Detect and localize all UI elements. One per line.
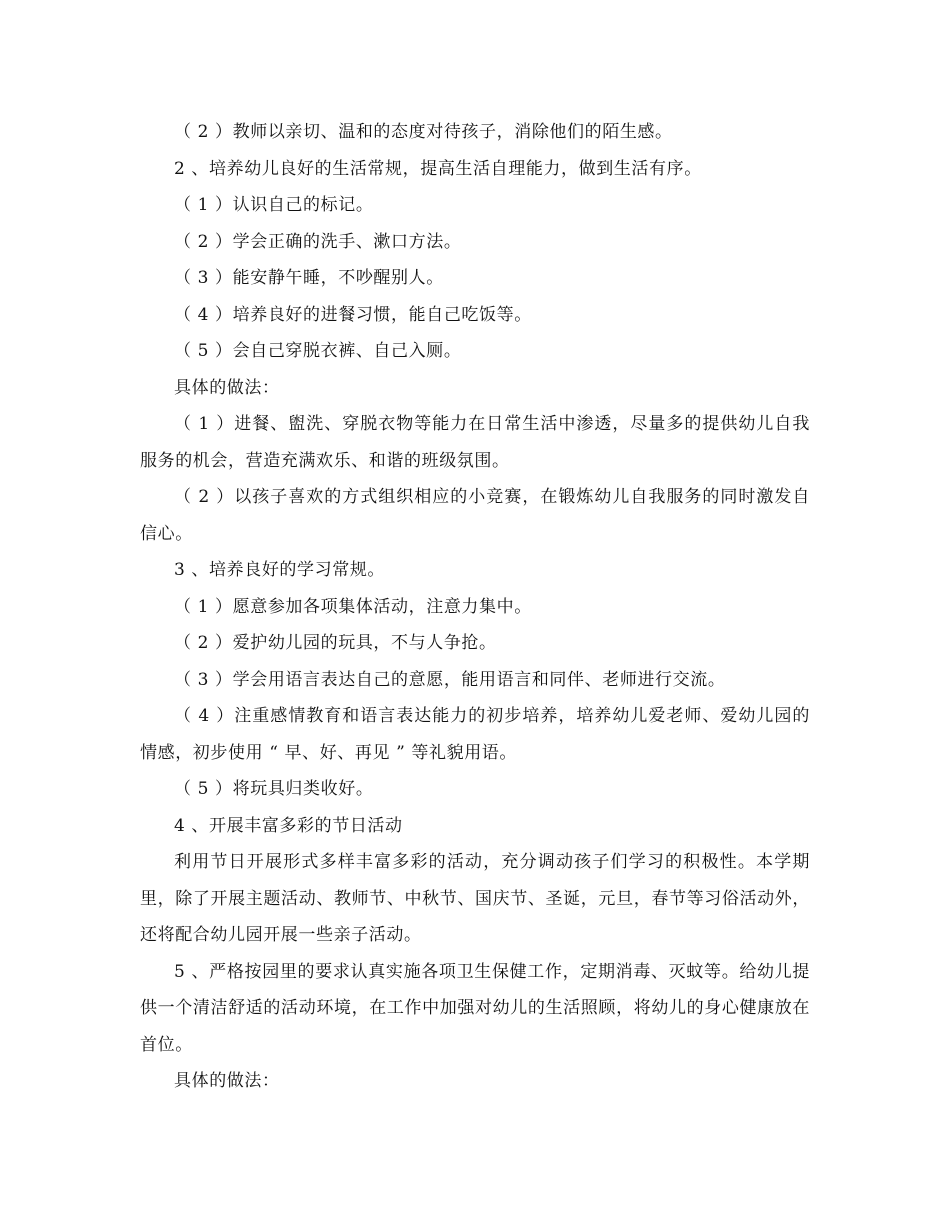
document-body bbox=[140, 114, 810, 1100]
paragraph: （ 1 ）认识自己的标记。 bbox=[174, 195, 374, 215]
paragraph: （ 1 ）愿意参加各项集体活动，注意力集中。 bbox=[174, 596, 532, 617]
paragraph: 具体的做法： bbox=[174, 377, 280, 398]
paragraph: （ 2 ）以孩子喜欢的方式组织相应的小竞赛，在锻炼幼儿自我服务的同时激发自信心。 bbox=[140, 487, 810, 544]
paragraph: （ 4 ）注重感情教育和语言表达能力的初步培养，培养幼儿爱老师、爱幼儿园的情感，初步使用 “ 早、好、再见 ” 等礼貌用语。 bbox=[140, 706, 810, 763]
paragraph: 利用节日开展形式多样丰富多彩的活动，充分调动孩子们学习的积极性。本学期里，除了开展主题活动、教师节、中秋节、国庆节、圣诞，元旦，春节等习俗活动外，还将配合幼儿园开展一些亲子活动。 bbox=[140, 852, 810, 945]
paragraph: （ 3 ）能安静午睡，不吵醒别人。 bbox=[174, 268, 444, 288]
paragraph: 4 、开展丰富多彩的节日活动 bbox=[174, 815, 403, 836]
paragraph: 2 、培养幼儿良好的生活常规，提高生活自理能力，做到生活有序。 bbox=[174, 158, 702, 179]
paragraph: （ 2 ）爱护幼儿园的玩具，不与人争抢。 bbox=[174, 633, 497, 653]
paragraph: 3 、培养良好的学习常规。 bbox=[174, 560, 386, 580]
paragraph: 5 、严格按园里的要求认真实施各项卫生保健工作，定期消毒、灭蚊等。给幼儿提供一个清洁舒适的活动环境，在工作中加强对幼儿的生活照顾，将幼儿的身心健康放在首位。 bbox=[140, 961, 810, 1055]
paragraph: （ 1 ）进餐、盥洗、穿脱衣物等能力在日常生活中渗透，尽量多的提供幼儿自我服务的机会，营造充满欢乐、和谐的班级氛围。 bbox=[140, 414, 810, 471]
paragraph: （ 2 ）教师以亲切、温和的态度对待孩子，消除他们的陌生感。 bbox=[174, 122, 673, 142]
paragraph: （ 5 ）将玩具归类收好。 bbox=[174, 779, 374, 799]
paragraph: （ 3 ）学会用语言表达自己的意愿，能用语言和同伴、老师进行交流。 bbox=[174, 669, 726, 690]
paragraph: （ 4 ）培养良好的进餐习惯，能自己吃饭等。 bbox=[174, 304, 532, 325]
paragraph: （ 2 ）学会正确的洗手、漱口方法。 bbox=[174, 231, 462, 252]
paragraph: 具体的做法： bbox=[174, 1071, 280, 1091]
paragraph: （ 5 ）会自己穿脱衣裤、自己入厕。 bbox=[174, 341, 462, 361]
